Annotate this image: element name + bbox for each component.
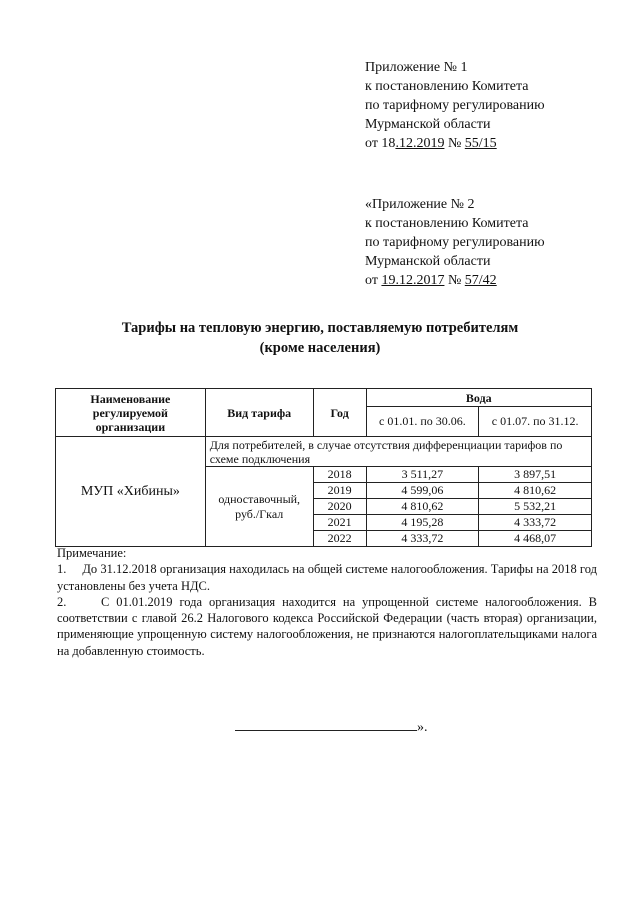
table-cell-p1: 4 333,72 [366, 531, 479, 547]
table-row-year: 2022 [313, 531, 366, 547]
appendix-1-date-line [365, 134, 545, 153]
notes-block [57, 545, 597, 659]
appendix-1-line4: Мурманской области [365, 117, 491, 132]
appendix-1-line2: к постановлению Комитета [365, 79, 529, 94]
header-water: Вода [366, 389, 591, 407]
document-title [0, 318, 640, 358]
note-2 [57, 594, 597, 659]
appendix-2-line4: Мурманской области [365, 254, 491, 269]
table-cell-p1: 4 810,62 [366, 499, 479, 515]
signature-line [235, 718, 417, 731]
header-year: Год [313, 389, 366, 437]
table-cell-p1: 4 195,28 [366, 515, 479, 531]
appendix-2-line3: по тарифному регулированию [365, 235, 545, 250]
header-period-2: с 01.07. по 31.12. [479, 407, 592, 437]
note-1-number: 1. [57, 562, 67, 577]
appendix-2-title: «Приложение № 2 [365, 197, 475, 212]
table-cell-p1: 3 511,27 [366, 467, 479, 483]
note-2-number: 2. [57, 594, 67, 609]
notes-heading: Примечание: [57, 546, 127, 560]
header-org: Наименование регулируемой организации [56, 389, 206, 437]
document-title-line2: (кроме населения) [259, 340, 381, 356]
table-row-year: 2021 [313, 515, 366, 531]
appendix-1-num-prefix: № [444, 136, 465, 151]
appendix-2-date-line [365, 271, 545, 290]
note-2-text: С 01.01.2019 года организация находится на упрощенной системе налогообложения. В соответствии с главой 26.2 Налогового кодекса Российской Федерации (часть вторая) организации, применяющие упрощенную систему налогообложения, не признаются налогоплательщиками налога на добавленную стоимость. [57, 594, 597, 658]
table-cell-p2: 4 468,07 [479, 531, 592, 547]
appendix-1-block [365, 58, 545, 153]
appendix-1-date: .12.2019 [395, 136, 445, 151]
table-cell-p1: 4 599,06 [366, 483, 479, 499]
tariff-table [55, 388, 592, 547]
header-tariff-type: Вид тарифа [205, 389, 313, 437]
header-period-1: с 01.01. по 30.06. [366, 407, 479, 437]
appendix-2-num-prefix: № [444, 273, 465, 288]
appendix-2-number: 57/42 [464, 273, 497, 288]
appendix-1-line3: по тарифному регулированию [365, 98, 545, 113]
org-name-cell: МУП «Хибины» [56, 437, 206, 547]
appendix-2-date: 19.12.2017 [381, 273, 445, 288]
table-cell-p2: 4 810,62 [479, 483, 592, 499]
table-cell-p2: 4 333,72 [479, 515, 592, 531]
table-row-year: 2019 [313, 483, 366, 499]
document-title-line1: Тарифы на тепловую энергию, поставляемую потребителям [121, 320, 519, 336]
appendix-1-number: 55/15 [464, 136, 497, 151]
appendix-1-date-prefix: от 18 [365, 136, 396, 151]
table-row-year: 2018 [313, 467, 366, 483]
appendix-1-title: Приложение № 1 [365, 60, 468, 75]
tariff-type-cell: одноставочный, руб./Гкал [205, 467, 313, 547]
appendix-2-block [365, 195, 545, 290]
note-1 [57, 561, 597, 594]
closing-quote: ». [417, 720, 428, 735]
consumer-note-row: Для потребителей, в случае отсутствия дифференциации тарифов по схеме подключения [205, 437, 591, 467]
table-cell-p2: 3 897,51 [479, 467, 592, 483]
closing-line [235, 718, 428, 736]
appendix-2-line2: к постановлению Комитета [365, 216, 529, 231]
note-1-text: До 31.12.2018 организация находилась на общей системе налогообложения. Тарифы на 2018 год установлены без учета НДС. [57, 562, 597, 593]
table-cell-p2: 5 532,21 [479, 499, 592, 515]
appendix-2-date-prefix: от [365, 273, 382, 288]
table-row-year: 2020 [313, 499, 366, 515]
